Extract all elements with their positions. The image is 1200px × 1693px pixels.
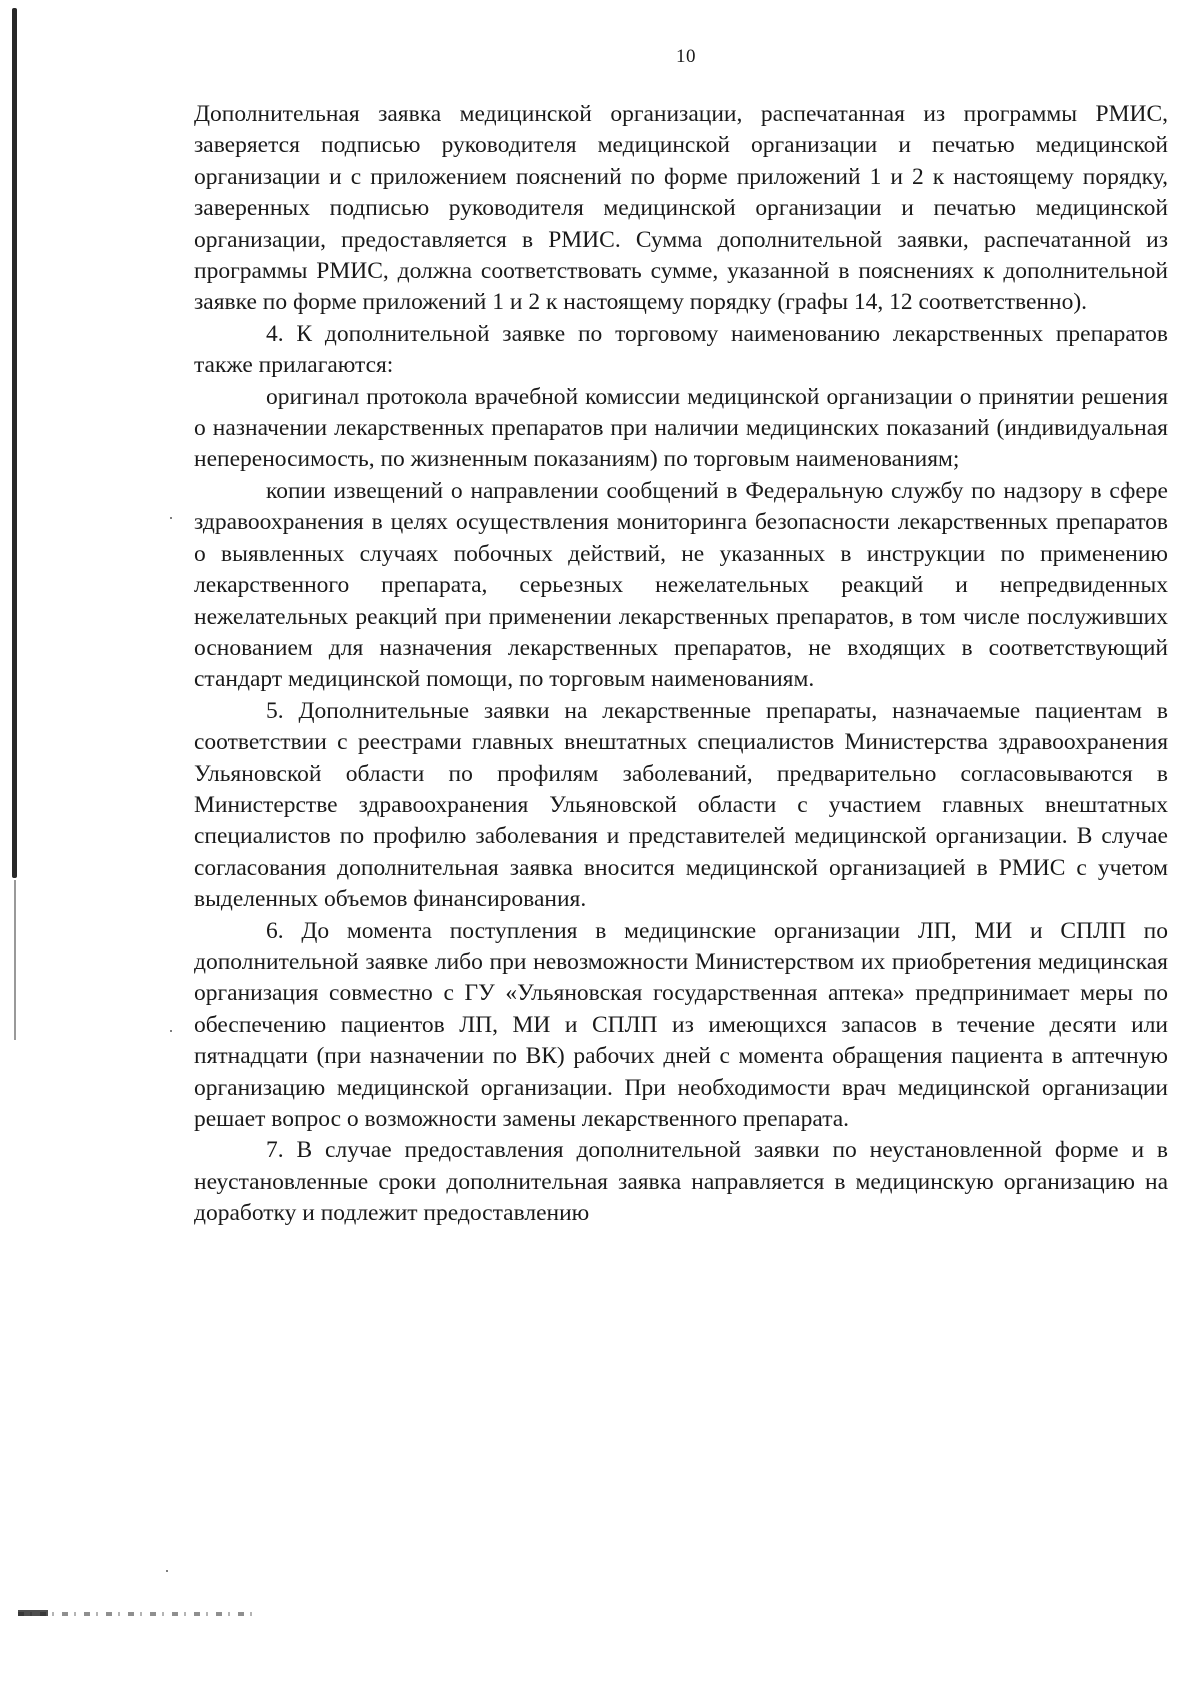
scan-bottom-mark: [18, 1612, 258, 1616]
paragraph-additional-request-certification: Дополнительная заявка медицинской организации, распечатанная из программы РМИС, заверяется подписью руководителя медицинской организации и печатью медицинской организации и с приложением пояснений по форме приложений 1 и 2 к настоящему порядку, заверенных подписью руководителя медицинской организации и печатью медицинской организации, предоставляется в РМИС. Сумма дополнительной заявки, распечатанной из программы РМИС, должна соответствовать сумме, указанной в пояснениях к дополнительной заявке по форме приложений 1 и 2 к настоящему порядку (графы 14, 12 соответственно).: [194, 101, 1168, 316]
scan-speck: [170, 517, 172, 519]
paragraph-item-7: 7. В случае предоставления дополнительной заявки по неустановленной форме и в неустановленные сроки дополнительная заявка направляется в медицинскую организацию на доработку и подлежит предоставлению: [194, 1137, 1168, 1227]
scan-edge-mark-lower: [14, 880, 16, 1040]
paragraph-item-4-notices: копии извещений о направлении сообщений в Федеральную службу по надзору в сфере здравоохранения в целях осуществления мониторинга безопасности лекарственных препаратов о выявленных случаях побочных действий, не указанных в инструкции по применению лекарственного препарата, серьезных нежелательных реакций и непредвиденных нежелательных реакций при применении лекарственных препаратов, в том числе послуживших основанием для назначения лекарственных препаратов, не входящих в соответствующий стандарт медицинской помощи, по торговым наименованиям.: [194, 477, 1168, 693]
document-body: [194, 99, 1168, 1230]
paragraph-item-5: 5. Дополнительные заявки на лекарственные препараты, назначаемые пациентам в соответствии с реестрами главных внештатных специалистов Министерства здравоохранения Ульяновской области по профилям заболеваний, предварительно согласовываются в Министерстве здравоохранения Ульяновской области с участием главных внештатных специалистов по профилю заболевания и представителей медицинской организации. В случае согласования дополнительная заявка вносится медицинской организацией в РМИС с учетом выделенных объемов финансирования.: [194, 697, 1168, 913]
scan-bottom-mark-head: [18, 1610, 48, 1616]
page-number: 10: [676, 46, 696, 67]
paragraph-item-6: 6. До момента поступления в медицинские организации ЛП, МИ и СПЛП по дополнительной заявке либо при невозможности Министерством их приобретения медицинская организация совместно с ГУ «Ульяновская государственная аптека» предпринимает меры по обеспечению пациентов ЛП, МИ и СПЛП из имеющихся запасов в течение десяти или пятнадцати (при назначении по ВК) рабочих дней с момента обращения пациента в аптечную организацию медицинской организации. При необходимости врач медицинской организации решает вопрос о возможности замены лекарственного препарата.: [194, 917, 1168, 1132]
scan-edge-mark: [12, 8, 17, 878]
paragraph-item-4: 4. К дополнительной заявке по торговому наименованию лекарственных препаратов также прилагаются:: [194, 320, 1168, 379]
scan-speck: [166, 1570, 168, 1572]
scan-speck: [170, 1030, 172, 1032]
paragraph-item-4-protocol: оригинал протокола врачебной комиссии медицинской организации о принятии решения о назначении лекарственных препаратов при наличии медицинских показаний (индивидуальная непереносимость, по жизненным показаниям) по торговым наименованиям;: [194, 383, 1168, 473]
